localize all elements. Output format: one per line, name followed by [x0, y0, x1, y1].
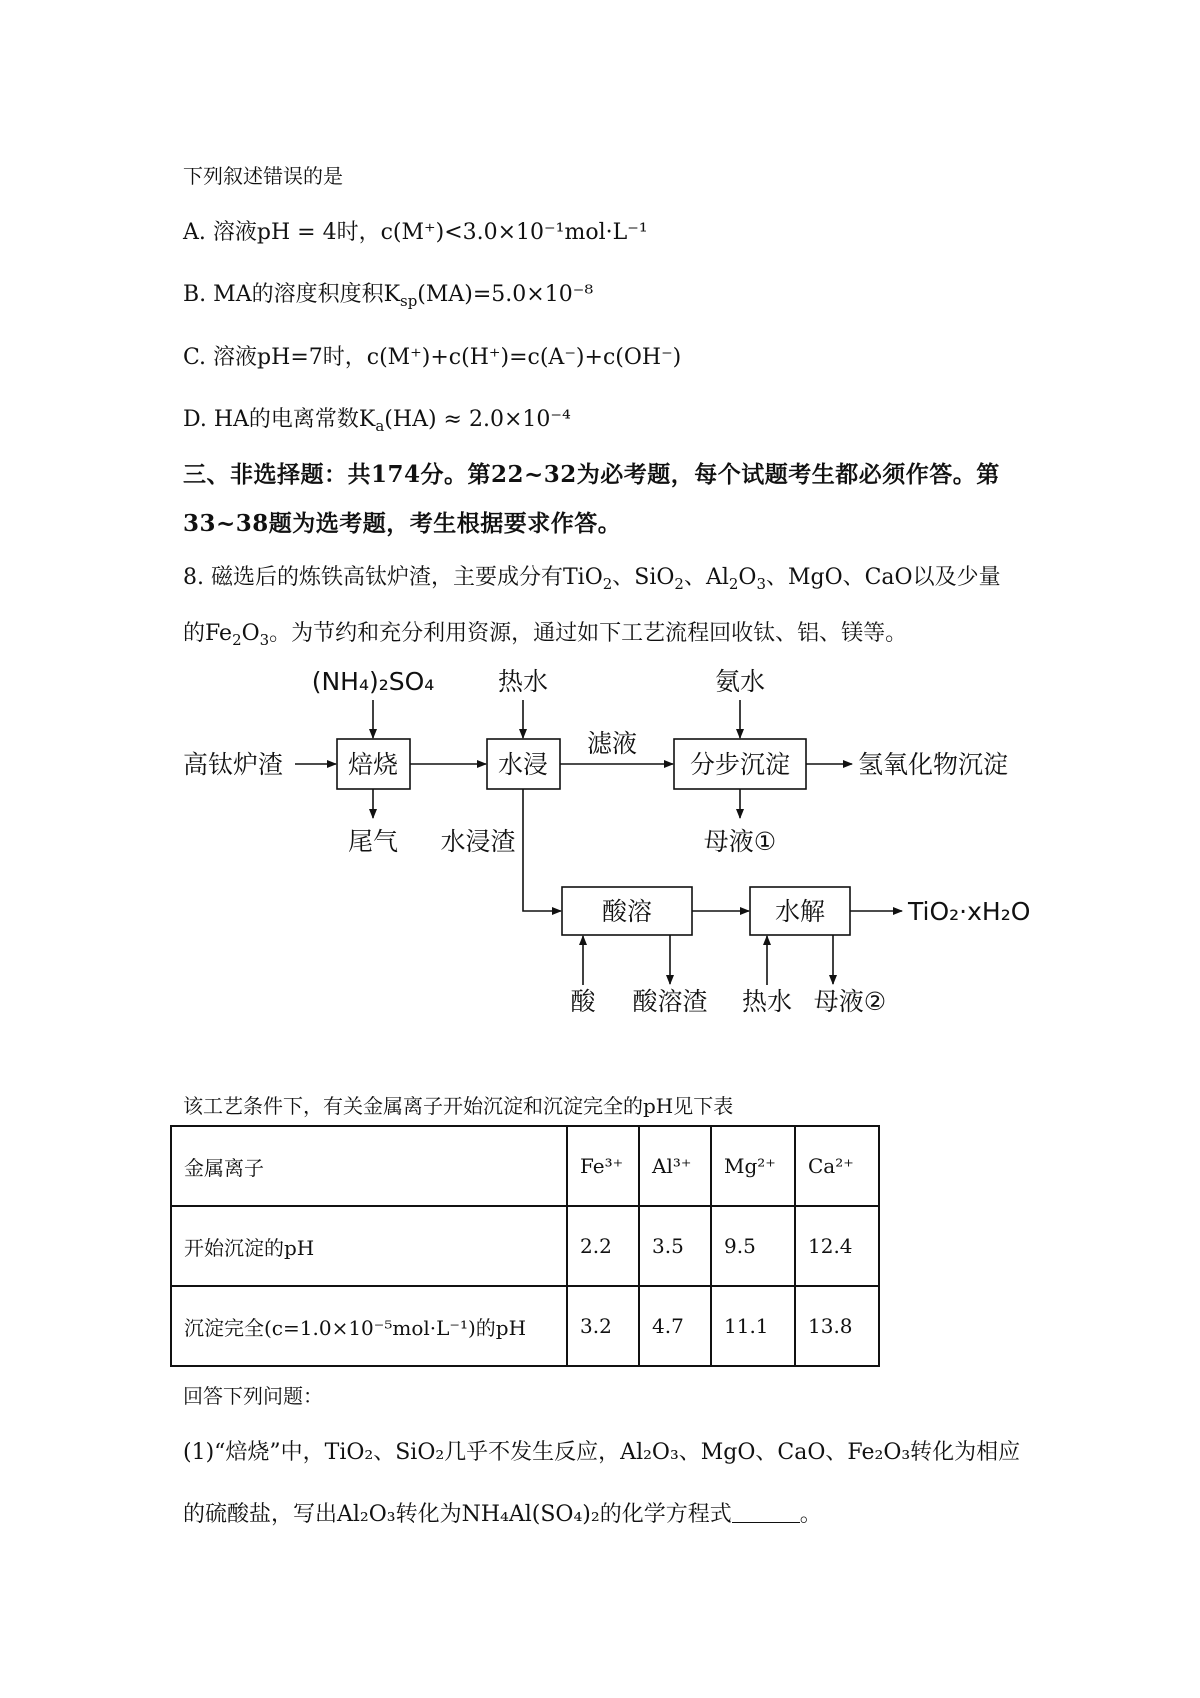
question-intro: 下列叙述错误的是	[183, 164, 343, 188]
table-cell: 9.5	[711, 1206, 795, 1286]
option-a-label: A.	[183, 220, 206, 245]
reagent-ammonia-water: 氨水	[714, 667, 766, 696]
ph-table	[170, 1125, 880, 1367]
water-leach-residue-label: 水浸渣	[440, 827, 516, 856]
table-cell: 开始沉淀的pH	[171, 1206, 567, 1286]
table-intro: 该工艺条件下，有关金属离子开始沉淀和沉淀完全的pH见下表	[183, 1094, 734, 1118]
tail-gas-label: 尾气	[347, 827, 399, 856]
header-cell: Al³⁺	[639, 1126, 711, 1206]
option-c-label: C.	[183, 345, 207, 370]
box-roast-label: 焙烧	[347, 750, 399, 779]
q8-text: 。为节约和充分利用资源，通过如下工艺流程回收钛、铝、镁等。	[269, 621, 908, 646]
section-heading-line1: 三、非选择题：共174分。第22~32为必考题，每个试题考生都必须作答。第	[183, 461, 1000, 488]
header-cell: Fe³⁺	[567, 1126, 639, 1206]
box-stepwise-precip-label: 分步沉淀	[689, 750, 791, 779]
box-hydrolysis-label: 水解	[774, 897, 826, 926]
option-a-text: 溶液pH = 4时，c(M⁺)<3.0×10⁻¹mol·L⁻¹	[212, 220, 648, 245]
option-d-sub: a	[375, 417, 385, 436]
subscript: 2	[674, 575, 684, 594]
sub-question-1-line2	[183, 1497, 822, 1528]
option-d-text: HA的电离常数K	[213, 407, 376, 432]
q8-number: 8.	[183, 565, 204, 590]
q8-text: 的Fe	[183, 621, 233, 646]
q8-text: 磁选后的炼铁高钛炉渣，主要成分有TiO	[211, 565, 603, 590]
subscript: 2	[232, 631, 242, 650]
subscript: 2	[602, 575, 613, 594]
mother-liquor-2-label: 母液②	[813, 987, 887, 1016]
sub-question-1-line1: (1)“焙烧”中，TiO₂、SiO₂几乎不发生反应，Al₂O₃、MgO、CaO、Fe₂O₃转化为相应	[183, 1440, 1021, 1465]
option-b-sub: sp	[400, 292, 418, 311]
reagent-ammonium-sulfate: (NH₄)₂SO₄	[311, 667, 435, 696]
table-cell: 沉淀完全(c=1.0×10⁻⁵mol·L⁻¹)的pH	[171, 1286, 567, 1366]
q8-text: 、MgO、CaO以及少量	[765, 565, 1001, 590]
sub-question-1-text: 的硫酸盐，写出Al₂O₃转化为NH₄Al(SO₄)₂的化学方程式	[183, 1502, 732, 1527]
q8-text: 、Al	[683, 565, 729, 590]
table-header-row	[171, 1126, 879, 1206]
hot-water-bottom-label: 热水	[741, 987, 793, 1016]
option-c-text: 溶液pH=7时，c(M⁺)+c(H⁺)=c(A⁻)+c(OH⁻)	[213, 345, 682, 370]
box-water-leach-label: 水浸	[497, 750, 549, 779]
table-cell: 13.8	[795, 1286, 879, 1366]
product-hydroxide-precipitate: 氢氧化物沉淀	[858, 750, 1009, 779]
table-cell: 3.2	[567, 1286, 639, 1366]
option-d-label: D.	[183, 407, 207, 432]
option-b-text: MA的溶度积度积K	[213, 282, 401, 307]
option-b-label: B.	[183, 282, 207, 307]
header-cell: Mg²⁺	[711, 1126, 795, 1206]
option-b-text2: (MA)=5.0×10⁻⁸	[417, 282, 594, 307]
q8-text: O	[738, 565, 757, 590]
header-cell: Ca²⁺	[795, 1126, 879, 1206]
start-material: 高钛炉渣	[183, 750, 284, 779]
answer-intro: 回答下列问题：	[183, 1384, 323, 1408]
box-acid-dissolve-label: 酸溶	[601, 897, 653, 926]
reagent-hot-water-top: 热水	[497, 667, 549, 696]
product-titanium-dioxide-hydrate: TiO₂·xH₂O	[908, 897, 1031, 926]
header-cell: 金属离子	[171, 1126, 567, 1206]
section-heading-line2: 33~38题为选考题，考生根据要求作答。	[183, 510, 622, 537]
table-cell: 3.5	[639, 1206, 711, 1286]
subscript: 2	[728, 575, 739, 594]
sub-question-1-end: 。	[799, 1502, 822, 1527]
table-row	[171, 1286, 879, 1366]
q8-text: O	[241, 621, 260, 646]
option-d-text2: (HA) ≈ 2.0×10⁻⁴	[384, 407, 571, 432]
subscript: 3	[259, 631, 270, 650]
table-cell: 2.2	[567, 1206, 639, 1286]
subscript: 3	[756, 575, 766, 594]
table-cell: 4.7	[639, 1286, 711, 1366]
filtrate-label: 滤液	[586, 729, 638, 758]
table-cell: 11.1	[711, 1286, 795, 1366]
acid-label: 酸	[570, 987, 596, 1016]
table-cell: 12.4	[795, 1206, 879, 1286]
q8-text: 、SiO	[612, 565, 675, 590]
table-row	[171, 1206, 879, 1286]
mother-liquor-1-label: 母液①	[703, 827, 777, 856]
answer-blank[interactable]	[732, 1504, 800, 1523]
acid-residue-label: 酸溶渣	[632, 987, 708, 1016]
